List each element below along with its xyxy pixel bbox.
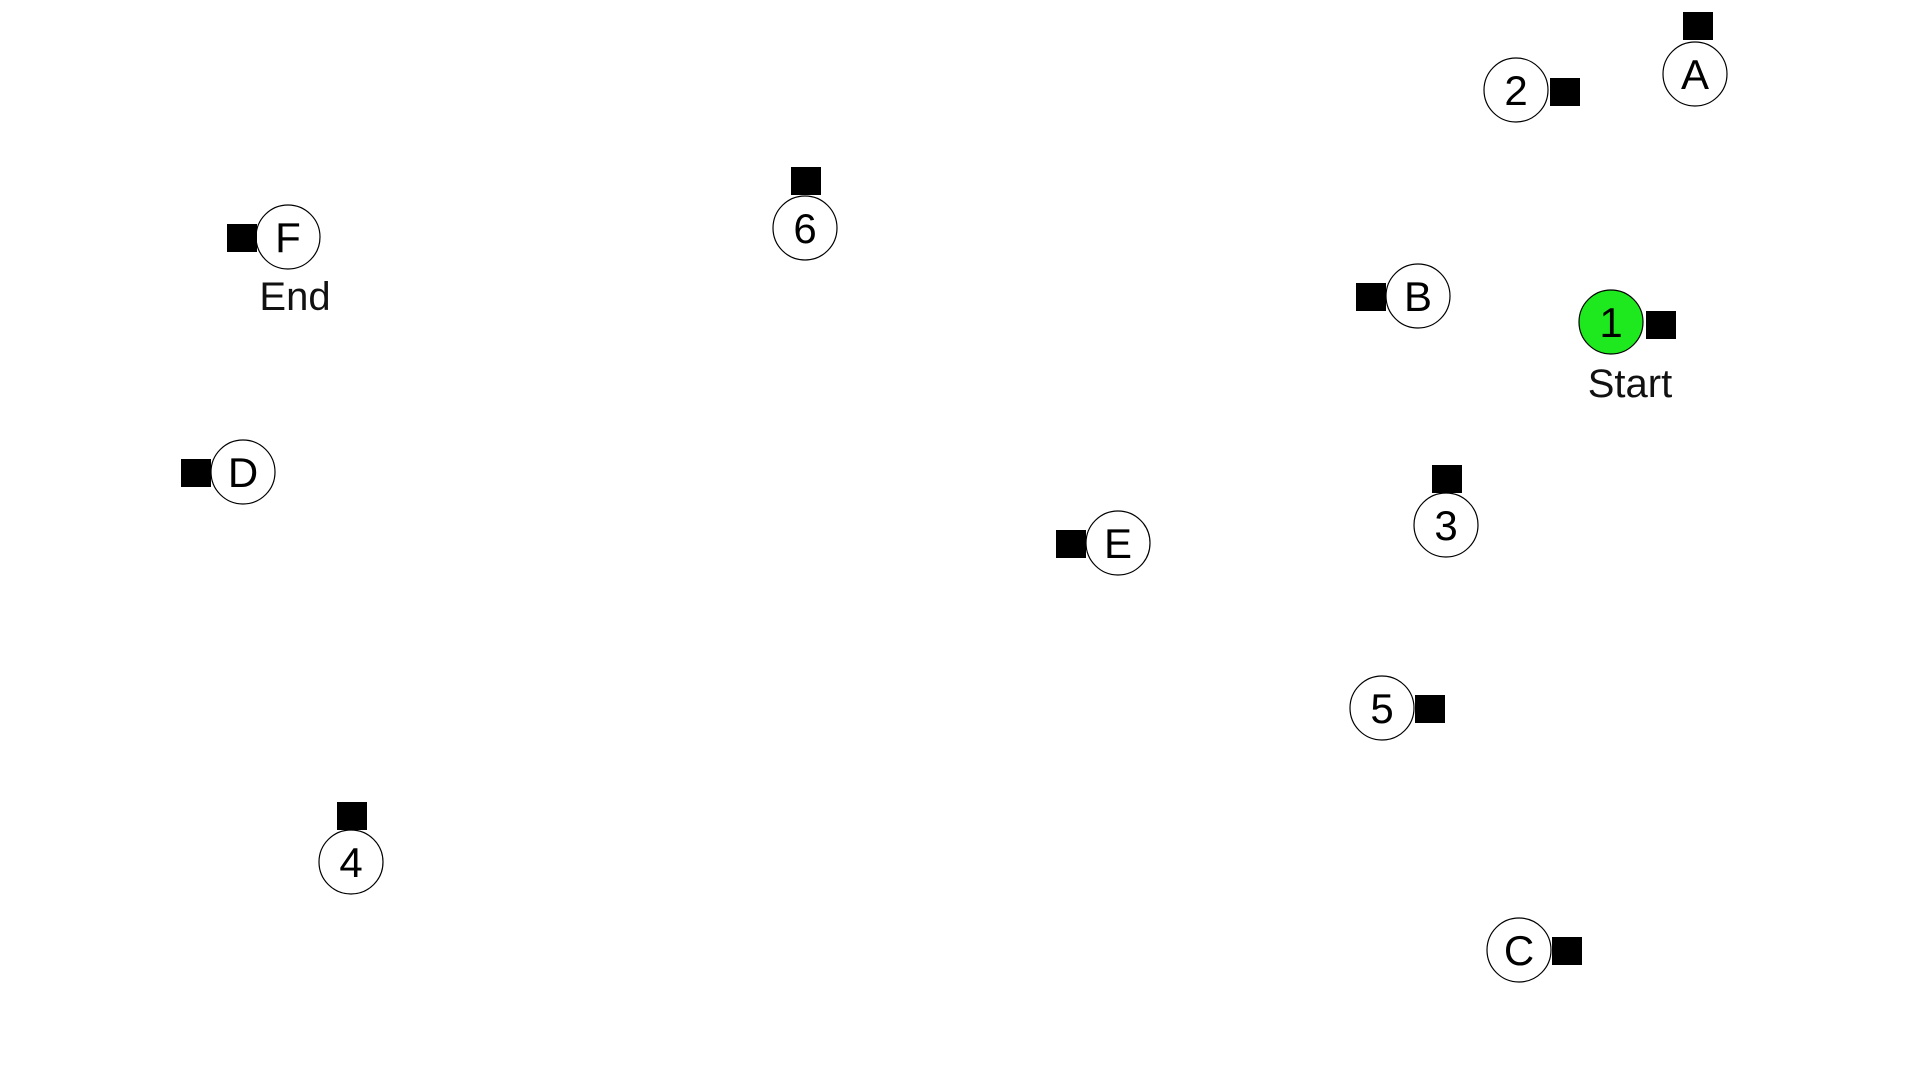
node-E[interactable]	[1056, 511, 1150, 575]
node-1-label: 1	[1599, 299, 1623, 346]
node-5[interactable]	[1350, 676, 1445, 740]
node-6-marker	[791, 167, 821, 195]
node-F-label: F	[275, 214, 301, 261]
node-C-label: C	[1503, 927, 1535, 974]
node-B-label: B	[1403, 273, 1433, 320]
node-6-label: 6	[793, 205, 817, 252]
node-4-marker	[337, 802, 367, 830]
node-3-marker	[1432, 465, 1462, 493]
end-caption: End	[259, 275, 331, 319]
node-C[interactable]	[1487, 918, 1582, 982]
node-2-marker	[1550, 78, 1580, 106]
node-D-label: D	[227, 449, 259, 496]
node-A-marker	[1683, 12, 1713, 40]
node-C-marker	[1552, 937, 1582, 965]
node-6[interactable]	[773, 167, 837, 260]
node-F[interactable]	[227, 205, 331, 319]
node-4-label: 4	[339, 839, 363, 886]
node-1[interactable]	[1579, 290, 1676, 406]
node-B[interactable]	[1356, 264, 1450, 328]
node-B-marker	[1356, 283, 1386, 311]
node-E-marker	[1056, 530, 1086, 558]
node-3[interactable]	[1414, 465, 1478, 557]
node-D[interactable]	[181, 440, 275, 504]
node-D-marker	[181, 459, 211, 487]
node-2[interactable]	[1484, 58, 1580, 122]
node-1-marker	[1646, 311, 1676, 339]
node-4[interactable]	[319, 802, 383, 894]
node-A[interactable]	[1663, 12, 1727, 106]
node-2-label: 2	[1504, 67, 1528, 114]
node-F-marker	[227, 224, 257, 252]
node-3-label: 3	[1434, 502, 1458, 549]
node-5-label: 5	[1370, 685, 1394, 732]
node-E-label: E	[1103, 520, 1133, 567]
node-5-marker	[1415, 695, 1445, 723]
node-A-label: A	[1680, 51, 1710, 98]
start-caption: Start	[1587, 362, 1673, 406]
